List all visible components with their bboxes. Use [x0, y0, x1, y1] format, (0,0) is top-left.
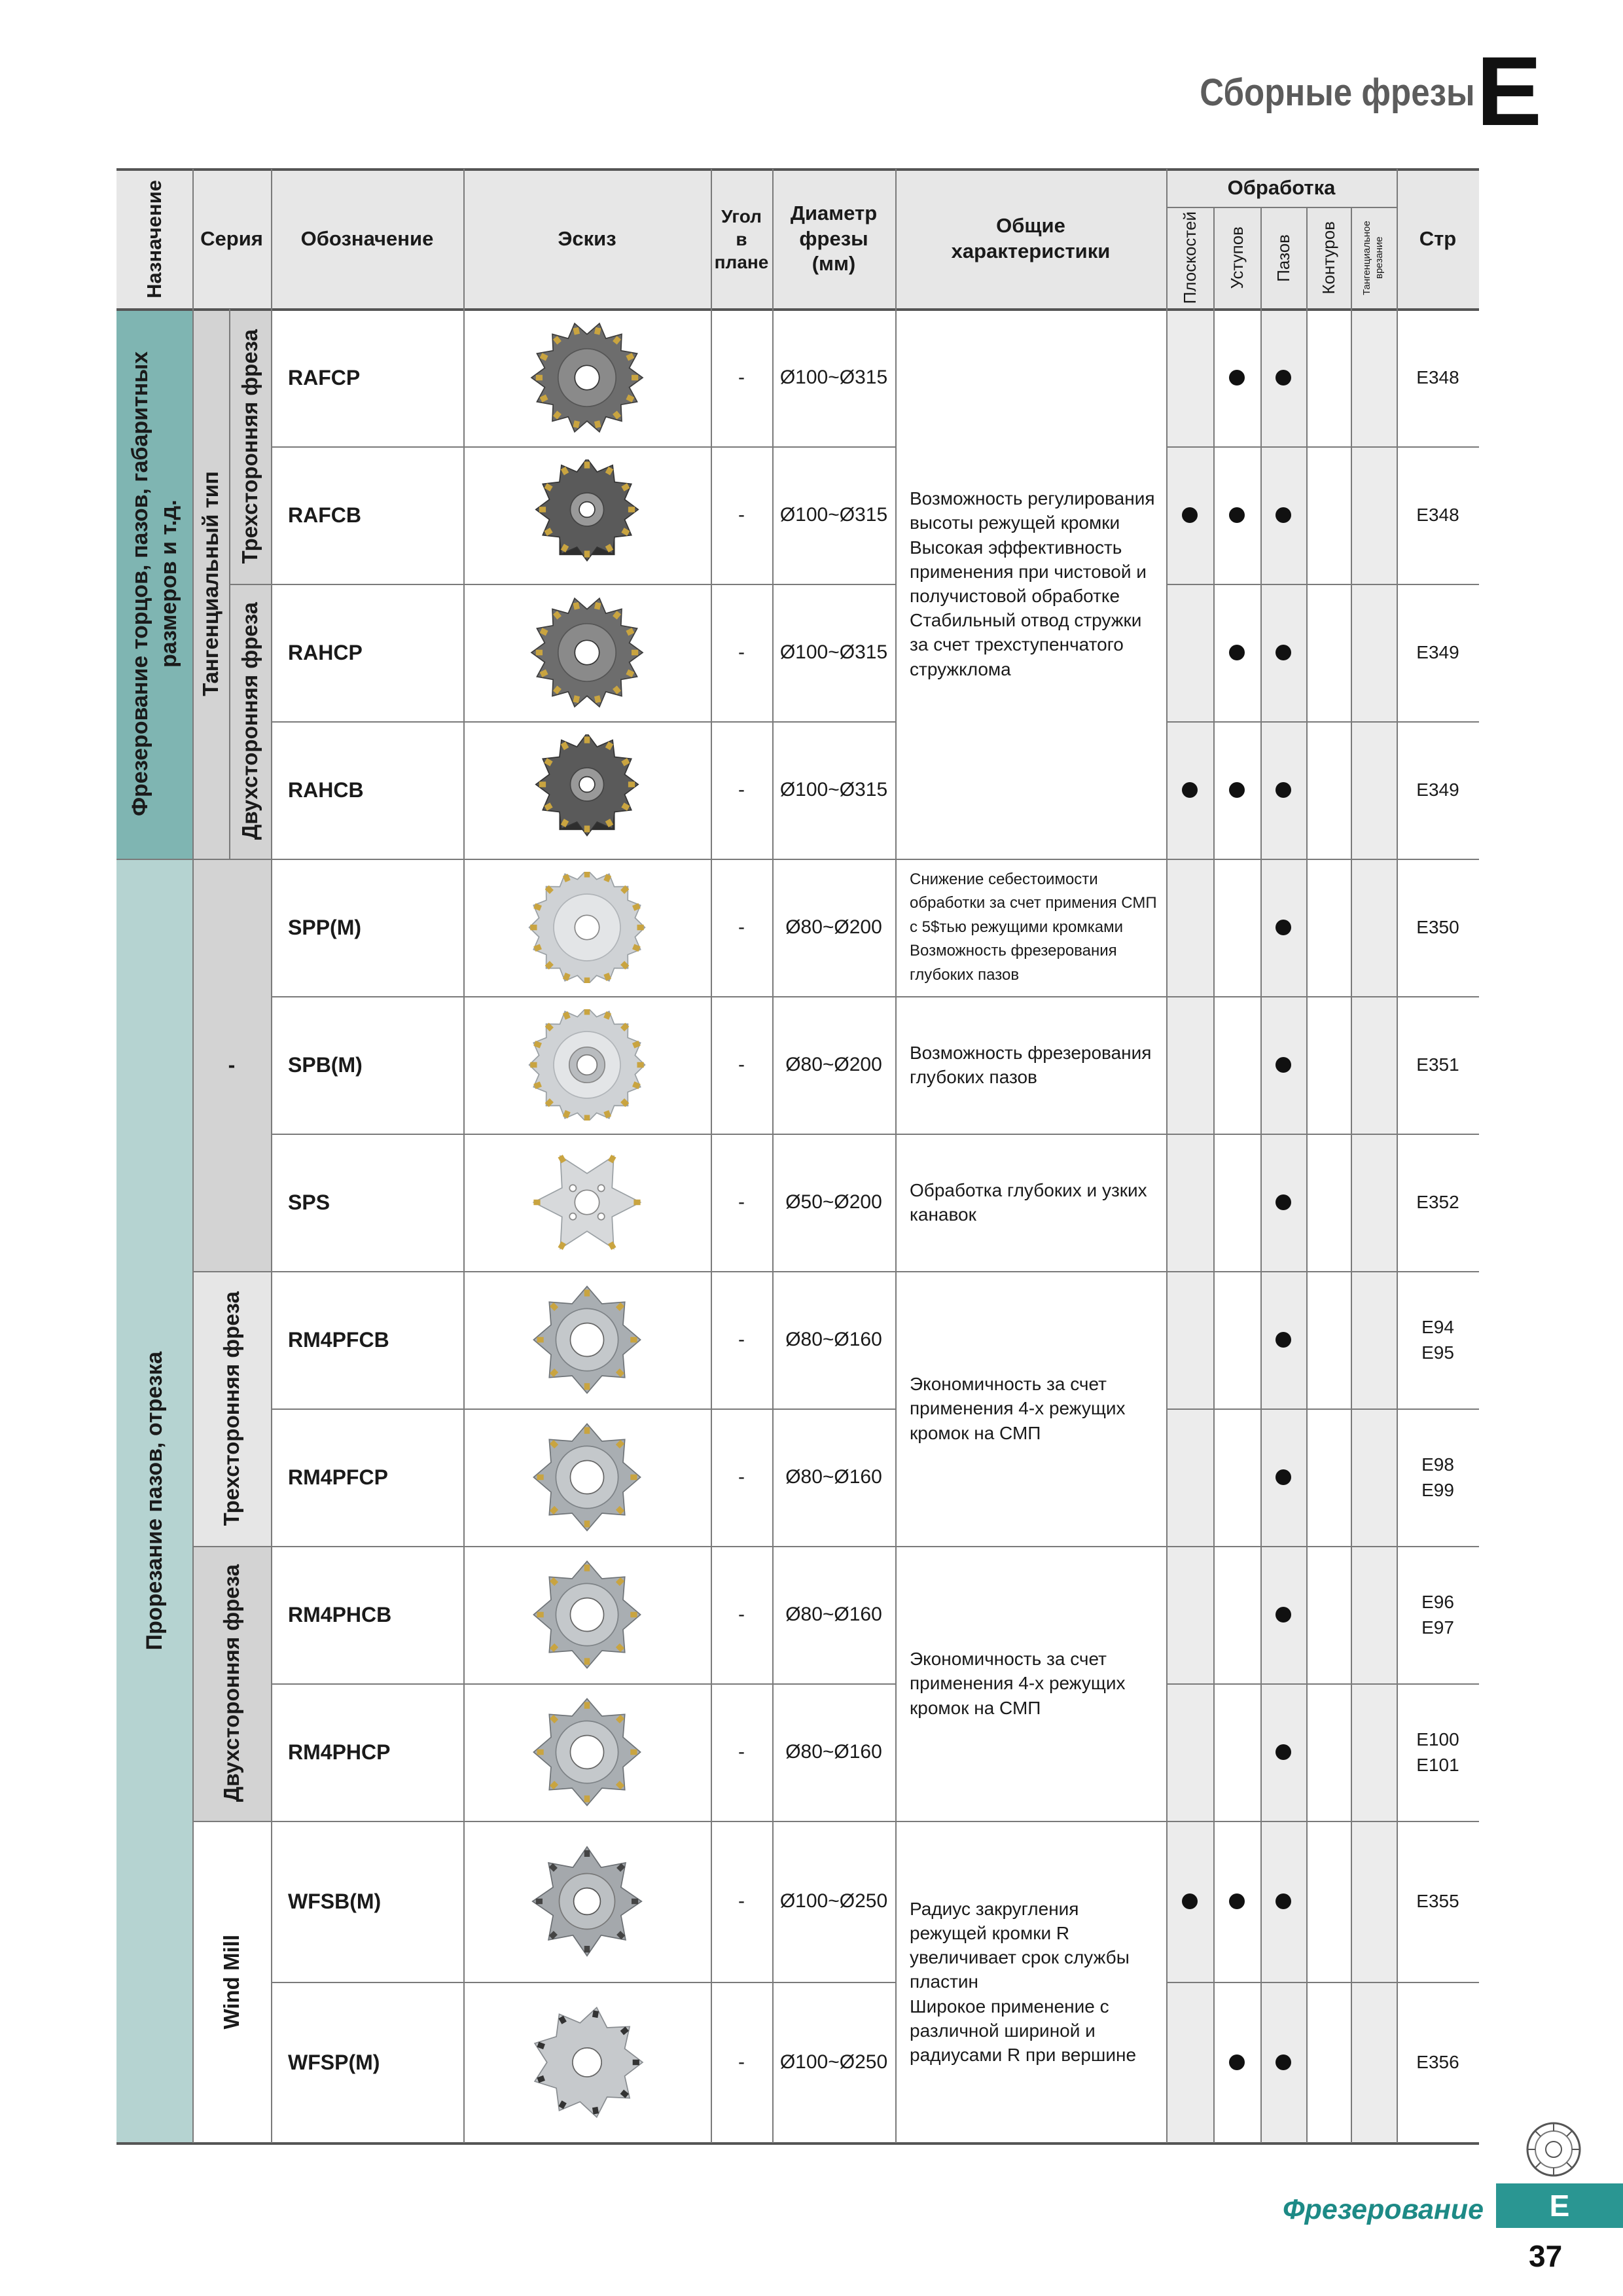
tangential-disc-cutter-icon [463, 584, 711, 721]
tangential-shell-cutter-icon-drawing [515, 734, 659, 846]
product-code: RAFCB [288, 503, 361, 527]
row-divider [895, 1271, 1166, 1272]
group-face-milling-label: Фрезерование торцов, пазов, габаритных размеров и т.д. [127, 351, 181, 817]
row-divider [192, 1271, 271, 1272]
diameter-range: Ø80~Ø160 [785, 1329, 882, 1350]
row-divider [271, 721, 895, 723]
series-wind-mill-label: Wind Mill [219, 1934, 243, 2030]
column-divider [1166, 169, 1168, 2143]
diameter-range: Ø50~Ø200 [785, 1191, 882, 1213]
column-divider [711, 169, 712, 2143]
row-divider [895, 1546, 1166, 1547]
row-divider [116, 859, 271, 860]
applicability-dot [1229, 370, 1245, 386]
header-machining-type-label: Уступов [1226, 226, 1247, 289]
header-machining-type [1213, 207, 1260, 309]
product-code: RAHCP [288, 640, 363, 664]
tangential-disc-cutter-icon-drawing [515, 597, 659, 708]
applicability-dot [1275, 1057, 1291, 1073]
header-machining-type-label: Плоскостей [1179, 211, 1200, 304]
product-code: RAHCB [288, 778, 364, 802]
entry-angle-value: - [738, 916, 745, 938]
applicability-dot [1275, 645, 1291, 660]
column-divider [1260, 207, 1262, 2143]
product-code: SPP(M) [288, 915, 361, 939]
header-angle-label: Угол в плане [714, 206, 769, 272]
row-divider [895, 1821, 1166, 1822]
page-reference: E348 [1416, 367, 1459, 388]
group-slotting-label: Прорезание пазов, отрезка [141, 1351, 167, 1651]
header-purpose [116, 169, 192, 309]
row-divider [271, 1546, 895, 1547]
entry-angle-value: - [738, 1191, 745, 1213]
entry-angle-value: - [738, 2051, 745, 2073]
entry-angle-value: - [738, 1890, 745, 1912]
page-reference: E349 [1416, 642, 1459, 663]
catalog-title: Сборные фрезы [1200, 71, 1475, 114]
rm4-cutter-icon-drawing [515, 1559, 659, 1670]
applicability-dot [1182, 782, 1198, 798]
product-code: RM4PHCB [288, 1602, 392, 1626]
header-machining-type [1166, 207, 1213, 309]
rm4-cutter-icon [463, 1408, 711, 1546]
applicability-dot [1275, 370, 1291, 386]
row-divider [895, 859, 1166, 860]
applicability-dot [1229, 2054, 1245, 2070]
diameter-range: Ø80~Ø160 [785, 1466, 882, 1488]
milling-cutter-icon [1522, 2118, 1585, 2184]
slotting-disc-icon [463, 859, 711, 996]
series-wind-mill [192, 1821, 271, 2143]
row-divider [271, 1821, 895, 1822]
product-code: WFSB(M) [288, 1889, 382, 1913]
entry-angle-value: - [738, 504, 745, 526]
applicability-dot [1182, 507, 1198, 523]
column-divider [1397, 169, 1398, 2143]
applicability-dot [1275, 1332, 1291, 1348]
row-divider [271, 1271, 895, 1272]
applicability-dot [1275, 782, 1291, 798]
entry-angle-value: - [738, 1054, 745, 1075]
features-cell: Возможность регулирования высоты режущей кромки Высокая эффективность применения при чистовой и получистовой обработке Стабильный отвод стружки за счет трехступенчатого стружклома [910, 488, 1155, 679]
applicability-dot [1275, 1893, 1291, 1909]
header-page [1397, 169, 1479, 309]
row-divider [271, 859, 895, 860]
series-three-sided [192, 1271, 271, 1546]
header-designation [271, 169, 463, 309]
footer-section-tab: E [1496, 2183, 1623, 2228]
header-machining [1166, 169, 1397, 207]
diameter-range: Ø80~Ø160 [785, 1741, 882, 1763]
row-divider [229, 584, 271, 585]
page-number: 37 [1529, 2239, 1563, 2273]
group-face-milling [116, 309, 192, 859]
series-three-sided-tangential-label: Трехсторонняя фреза [237, 329, 262, 564]
column-divider [1213, 207, 1215, 2143]
product-code: RM4PHCP [288, 1740, 391, 1764]
page-reference: E349 [1416, 780, 1459, 800]
entry-angle-value: - [738, 641, 745, 663]
series-two-sided-label: Двухсторонняя фреза [219, 1564, 243, 1803]
product-code: RM4PFCP [288, 1465, 388, 1489]
header-machining-type [1306, 207, 1351, 309]
features-cell: Экономичность за счет применения 4-х режущих кромок на СМП [910, 1374, 1126, 1443]
series-two-sided-tangential [229, 584, 271, 859]
entry-angle-value: - [738, 1741, 745, 1763]
tangential-shell-cutter-icon [463, 721, 711, 859]
features-cell: Обработка глубоких и узких канавок [910, 1179, 1147, 1225]
entry-angle-value: - [738, 779, 745, 800]
header-diameter [772, 169, 895, 309]
row-divider [271, 996, 895, 997]
product-code: SPB(M) [288, 1052, 363, 1077]
column-divider [463, 169, 465, 2143]
column-divider [192, 169, 194, 2143]
row-divider [271, 584, 895, 585]
diameter-range: Ø80~Ø200 [785, 1054, 882, 1075]
product-code: WFSP(M) [288, 2050, 380, 2074]
diameter-range: Ø100~Ø250 [779, 1890, 888, 1912]
features-cell: Снижение себестоимости обработки за счет примения СМП с 5$тью режущими кромками Возможность фрезерования глубоких пазов [910, 870, 1157, 984]
narrow-slot-cutter-icon [463, 1134, 711, 1271]
header-series [192, 169, 271, 309]
header-machining-label: Обработка [1227, 175, 1336, 199]
column-divider [772, 169, 774, 2143]
header-features [895, 169, 1166, 309]
row-divider [271, 446, 895, 448]
slotting-disc-hub-icon [463, 996, 711, 1134]
row-divider [895, 1134, 1166, 1135]
product-code: RAFCP [288, 365, 361, 389]
entry-angle-value: - [738, 367, 745, 388]
series-tangential-label: Тангенциальный тип [198, 471, 223, 696]
applicability-dot [1182, 1893, 1198, 1909]
header-angle [711, 169, 772, 309]
page-reference: E356 [1416, 2052, 1459, 2073]
header-page-label: Стр [1419, 226, 1457, 250]
header-machining-type [1260, 207, 1306, 309]
rm4-cutter-icon [463, 1271, 711, 1408]
applicability-dot [1275, 1194, 1291, 1210]
wind-mill-cutter-icon-drawing [515, 1846, 659, 1957]
product-table [116, 169, 1479, 2130]
applicability-dot [1229, 507, 1245, 523]
series-two-sided-tangential-label: Двухсторонняя фреза [237, 602, 262, 840]
tangential-shell-cutter-icon-drawing [515, 459, 659, 571]
applicability-dot [1229, 782, 1245, 798]
header-diameter-label: Диаметр фрезы (мм) [790, 201, 878, 276]
header-sketch [463, 169, 711, 309]
diameter-range: Ø100~Ø250 [779, 2051, 888, 2073]
page-reference: E355 [1416, 1891, 1459, 1912]
row-divider [895, 996, 1166, 997]
series-dash: - [192, 859, 271, 1271]
series-three-sided-label: Трехсторонняя фреза [219, 1291, 243, 1526]
applicability-dot [1229, 1893, 1245, 1909]
product-code: RM4PFCB [288, 1327, 389, 1352]
row-divider [116, 168, 1479, 171]
features-cell: Радиус закругления режущей кромки R увеличивает срок службы пластин Широкое применение с различной шириной и радиусами R при вершине [910, 1898, 1137, 2066]
rm4-cutter-icon-drawing [515, 1284, 659, 1395]
row-divider [116, 308, 1479, 311]
applicability-dot [1275, 507, 1291, 523]
narrow-slot-cutter-icon-drawing [515, 1147, 659, 1258]
features-cell: Возможность фрезерования глубоких пазов [910, 1042, 1152, 1087]
column-divider [1351, 207, 1352, 2143]
column-divider [229, 309, 230, 859]
entry-angle-value: - [738, 1466, 745, 1488]
page-reference: E348 [1416, 505, 1459, 526]
footer-section-name: Фрезерование [1283, 2194, 1484, 2225]
page-reference: E350 [1416, 917, 1459, 938]
header-purpose-label: Назначение [142, 179, 166, 298]
series-two-sided [192, 1546, 271, 1821]
rm4-cutter-icon [463, 1546, 711, 1683]
applicability-dot [1229, 645, 1245, 660]
slotting-disc-icon-drawing [515, 872, 659, 983]
entry-angle-value: - [738, 1329, 745, 1350]
series-three-sided-tangential [229, 309, 271, 584]
diameter-range: Ø80~Ø160 [785, 1604, 882, 1625]
row-divider [192, 1821, 271, 1822]
wind-mill-disc-icon [463, 1982, 711, 2143]
page-reference: E351 [1416, 1054, 1459, 1075]
header-machining-type-label: Тангенциальное врезание [1361, 221, 1385, 295]
rm4-cutter-icon-drawing [515, 1422, 659, 1533]
header-sketch-label: Эскиз [558, 226, 616, 250]
tangential-disc-cutter-icon-drawing [515, 322, 659, 433]
wind-mill-cutter-icon [463, 1821, 711, 1982]
applicability-dot [1275, 1469, 1291, 1485]
diameter-range: Ø100~Ø315 [779, 779, 888, 800]
page-reference: E98 E99 [1421, 1454, 1454, 1500]
row-divider [271, 1683, 895, 1685]
page-reference: E352 [1416, 1192, 1459, 1213]
series-tangential [192, 309, 229, 859]
wind-mill-disc-icon-drawing [515, 2007, 659, 2118]
header-machining-type-label: Пазов [1273, 234, 1293, 282]
header-machining-type [1351, 207, 1397, 309]
tangential-shell-cutter-icon [463, 446, 711, 584]
tangential-disc-cutter-icon [463, 309, 711, 446]
row-divider [271, 1982, 895, 1983]
diameter-range: Ø100~Ø315 [779, 367, 888, 388]
section-letter: E [1476, 36, 1542, 146]
rm4-cutter-icon-drawing [515, 1696, 659, 1808]
applicability-dot [1275, 1607, 1291, 1623]
diameter-range: Ø100~Ø315 [779, 641, 888, 663]
header-designation-label: Обозначение [300, 226, 434, 250]
slotting-disc-hub-icon-drawing [515, 1009, 659, 1121]
column-divider [895, 169, 897, 2143]
row-divider [271, 1134, 895, 1135]
header-features-label: Общие характеристики [951, 214, 1111, 262]
group-slotting [116, 859, 192, 2143]
entry-angle-value: - [738, 1604, 745, 1625]
features-cell: Экономичность за счет применения 4-х режущих кромок на СМП [910, 1649, 1126, 1718]
column-divider [271, 169, 272, 2143]
applicability-dot [1275, 1744, 1291, 1760]
page-reference: E94 E95 [1421, 1316, 1454, 1363]
diameter-range: Ø80~Ø200 [785, 916, 882, 938]
header-series-label: Серия [200, 226, 263, 250]
header-machining-type-label: Контуров [1318, 221, 1338, 295]
row-divider [271, 1408, 895, 1410]
applicability-dot [1275, 2054, 1291, 2070]
row-divider [1166, 207, 1397, 208]
page-reference: E100 E101 [1416, 1729, 1459, 1775]
page-reference: E96 E97 [1421, 1591, 1454, 1638]
rm4-cutter-icon [463, 1683, 711, 1821]
column-divider [1306, 207, 1308, 2143]
diameter-range: Ø100~Ø315 [779, 504, 888, 526]
applicability-dot [1275, 920, 1291, 935]
product-code: SPS [288, 1190, 330, 1214]
row-divider [192, 1546, 271, 1547]
row-divider [116, 2142, 1479, 2145]
